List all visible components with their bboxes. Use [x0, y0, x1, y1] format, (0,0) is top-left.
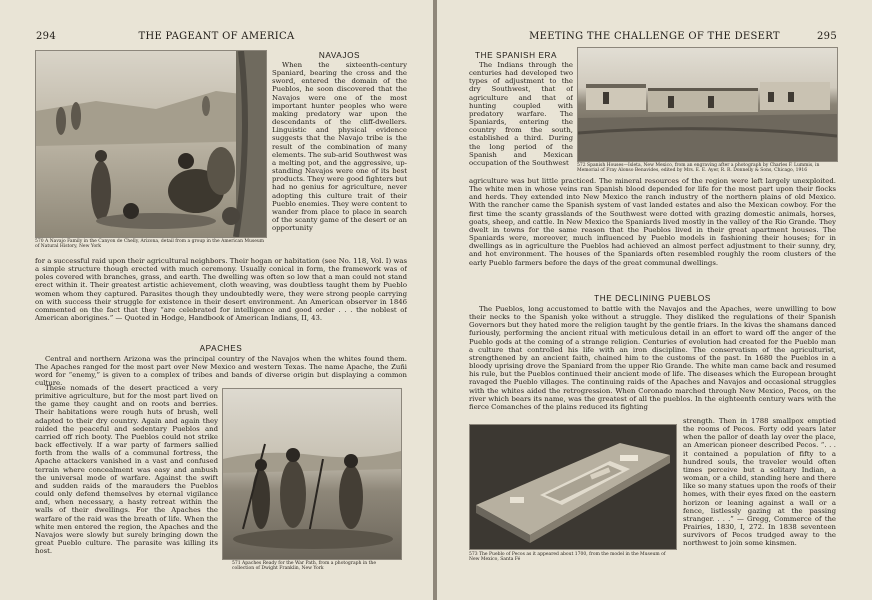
spanish-houses-caption: 572 Spanish Houses—Isleta, New Mexico, from an engraving after a photograph by Charles F. Lummis, in Memorial of Fray Alonso Benavides, edited by Mrs. E. E. Ayer, R. R. Donnelly & Sons, Chicago, 1916 [577, 163, 820, 174]
navajo-family-photo [35, 50, 267, 238]
apaches-photo-caption: 571 Apaches Ready for the War Path, from a photograph in the collection of Dwight Franklin, New York [232, 561, 376, 572]
declining-pueblos-text-column [683, 417, 836, 585]
running-head [437, 31, 872, 43]
spanish-era-text-full [469, 177, 836, 285]
navajos-paragraph: When the sixteenth-century Spaniard, bearing the cross and the sword, entered the domain of the Pueblos, he soon discovered that the Navajos were one of the most important hunter peoples who were making predatory war upon the descendants of the cliff-dwellers. Linguistic and physical evidence suggests that the Navajo tribe is the result of the combination of many elements. The sub-arid Southwest was a melting pot, and the aggressive, up-standing Navajos were one of its best products. They were good fighters but had no genius for agriculture, never adopting this culture trait of their Pueblo enemies. They were content to wander from place to place in search of the scanty game of the desert or an opportunity [272, 61, 407, 233]
apaches-heading: APACHES [199, 344, 243, 353]
right-page [437, 0, 872, 600]
apaches-paragraph: These nomads of the desert practiced a very primitive agriculture, but for the most part lived on the game they caught and on roots and berries. Their habitations were rough huts of brush, well adapted to their dry country. Again and again they raided the peaceful and sedentary Pueblos and carried off rich booty. The Pueblos could not strike back effectively. If a war party of farmers sallied forth from the walls of a communal fortress, the Apache attackers vanished in a vast and confused terrain where concealment was easy and ambush the universal mode of warfare. Against the swift and sudden raids of the marauders the Pueblos could only defend themselves by eternal vigilance and, when necessary, a hasty retreat within the walls of their dwellings. For the Apaches the warfare of the raid was the breath of life. When the white men entered the region, the Apaches and the Navajos were slowly but surely bringing down the great Pueblo culture. The parasite was killing its host. [35, 384, 218, 556]
spanish-era-heading: THE SPANISH ERA [475, 51, 558, 60]
declining-pueblos-heading: THE DECLINING PUEBLOS [594, 294, 711, 303]
running-head [0, 31, 433, 43]
page-number: 295 [817, 31, 837, 42]
spanish-era-paragraph-continued: agriculture was but little practiced. The mineral resources of the region were left largely unexploited. The white men in whose veins ran Spanish blood depended for life for the most part upon their flocks and herds. They extended into New Mexico the ranch industry of the northern plains of old Mexico. With the rancher came the Spanish system of vast landed estates and also the Mexican cowboy. For the first time the scanty grasslands of the Southwest were dotted with grazing domestic animals, horses, goats, sheep, and cattle. In New Mexico the Spaniards lived mostly in the valley of the Rio Grande. They dwelt in towns for the same reason that the Pueblos lived in their great apartment houses. The Spaniards were, moreover, much influenced by Pueblo models in fashioning their houses; for in dwellings as in agriculture the Pueblos had achieved an almost perfect adjustment to their sunny, dry, and hot environment. The houses of the Spaniards often resembled roughly the room clusters of the early Pueblo farmers before the days of the great communal dwellings. [469, 177, 836, 267]
spanish-era-paragraph: The Indians through the centuries had developed two types of adjustment to the dry Southwest, that of agriculture and that of hunting coupled with predatory warfare. The Spaniards, entering the country from the south, established a third. During the long period of the Spanish and Mexican occupation of the Southwest [469, 61, 573, 167]
apaches-photo [222, 388, 402, 560]
pecos-model-caption: 573 The Pueblo of Pecos as it appeared about 1700, from the model in the Museum of New Mexico, Santa Fé [469, 552, 666, 563]
navajos-heading: NAVAJOS [318, 51, 361, 60]
spanish-houses-photo [577, 47, 838, 162]
apaches-intro-paragraph: Central and northern Arizona was the principal country of the Navajos when the whites found them. The Apaches ranged for the most part over New Mexico and western Texas. The name Apache, the Zuñi word for “enemy,” is given to a complex of tribes and bands of diverse origin but displaying a common culture. [35, 355, 407, 388]
apaches-text-column [35, 384, 218, 574]
navajos-text-full [35, 257, 407, 339]
spanish-era-text-column [469, 61, 573, 185]
navajos-paragraph-continued: for a successful raid upon their agricultural neighbors. Their hogan or habitation (see No. 118, Vol. I) was a simple structure though erected with much ceremony. Usually conical in form, the framework was of poles covered with branches, grass, and earth. The dwelling was often so low that a man could not stand erect within it. Their greatest artistic achievement, cloth weaving, was doubtless taught them by Pueblo women whom they captured. Parasites though they undoubtedly were, they were strong people carrying on with success their struggle for existence in their desert environment. An American observer in 1846 commented on the fact that they “are celebrated for intelligence and good order . . . the noblest of American aborigines.” — Quoted in Hodge, Handbook of American Indians, II, 43. [35, 257, 407, 323]
running-head-title: THE PAGEANT OF AMERICA [138, 31, 295, 42]
left-page [0, 0, 433, 600]
pecos-model-photo [469, 424, 677, 550]
declining-pueblos-paragraph: The Pueblos, long accustomed to battle with the Navajos and the Apaches, were unwilling to bow their necks to the Spanish yoke without a struggle. They disliked the regulations of their Spanish Governors but they hated more the religion taught by the gentle friars. In the kivas the shamans danced furiously, performing the ancient ritual with meticulous detail in an effort to ward off the anger of the Pueblo gods at the coming of a strange religion. Centuries of evolution had created for the Pueblo man a culture that controlled his life with an iron discipline. The conservatism of the agriculturist, strengthened by an ancient faith, chained him to the customs of the past. In 1680 the Pueblos in a bloody uprising drove the Spaniard from the upper Rio Grande. The white man came back and resumed his rule, but the Pueblos continued their ancient mode of life. The diseases which the European brought ravaged the Pueblo villages. The continuing raids of the Apaches and Navajos and occasional struggles with the whites aided the retrogression. When Coronado marched through New Mexico, Pecos, on the river which bears its name, was the greatest of all the pueblos. In the eighteenth century wars with the fierce Comanches of the plains reduced its fighting [469, 305, 836, 411]
declining-pueblos-text-full [469, 305, 836, 419]
running-head-title: MEETING THE CHALLENGE OF THE DESERT [529, 31, 780, 42]
navajo-photo-caption: 570 A Navajo Family in the Canyon de Chelly, Arizona, detail from a group in the American Museum of Natural History, New York [35, 239, 265, 250]
declining-pueblos-paragraph-continued: strength. Then in 1788 smallpox emptied the rooms of Pecos. Forty odd years later when the pallor of death lay over the place, an American pioneer described Pecos. “. . . it contained a population of fifty to a hundred souls, the traveler would often times perceive but a solitary Indian, a woman, or a child, standing here and there like so many statues upon the roofs of their homes, with their eyes fixed on the eastern horizon or leaning against a wall or a fence, listlessly gazing at the passing stranger. . . .” — Gregg, Commerce of the Prairies, 1830, I, 272. In 1838 seventeen survivors of Pecos trudged away to the northwest to join some kinsmen. [683, 417, 836, 548]
page-number: 294 [36, 31, 56, 42]
navajos-text-column [272, 61, 407, 257]
